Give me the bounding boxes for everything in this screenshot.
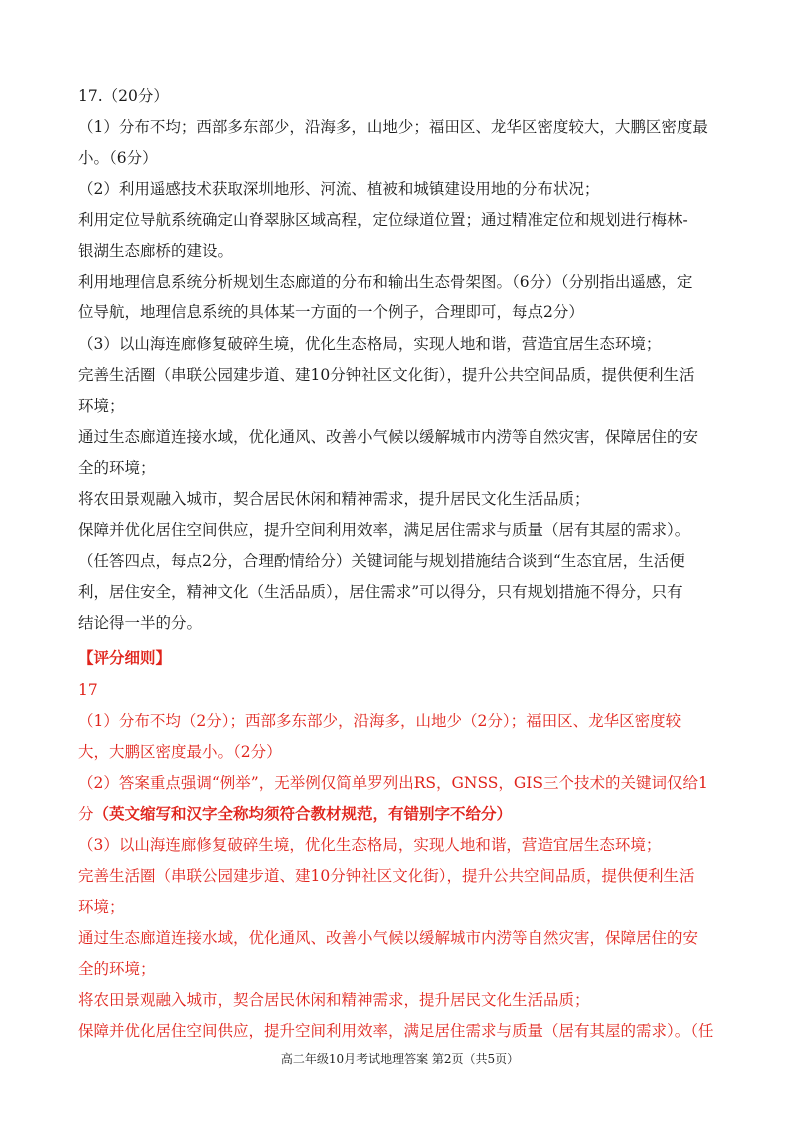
answer-part2-line: 利用定位导航系统确定山脊翠脉区域高程，定位绿道位置；通过精准定位和规划进行梅林- (78, 211, 688, 229)
answer-part3-line: 通过生态廊道连接水域，优化通风、改善小气候以缓解城市内涝等自然灾害，保障居住的安 (78, 428, 699, 446)
rubric-part3-line: 完善生活圈（串联公园建步道、建10分钟社区文化街），提升公共空间品质，提供便利生活 (78, 867, 695, 885)
rubric-part2-tail: 分 (78, 805, 94, 823)
rubric-number: 17 (78, 681, 98, 699)
answer-part2-line: 利用地理信息系统分析规划生态廊道的分布和输出生态骨架图。（6分）（分别指出遥感，定 (78, 273, 693, 291)
answer-part3-line: 将农田景观融入城市，契合居民休闲和精神需求，提升居民文化生活品质； (78, 490, 590, 508)
rubric-heading: 【评分细则】 (78, 648, 172, 667)
rubric-part1-line: 大，大鹏区密度最小。（2分） (78, 743, 282, 761)
rubric-part3-line: 环境； (78, 898, 125, 916)
answer-part3-line: 结论得一半的分。 (78, 614, 203, 632)
answer-part2-line: 银湖生态廊桥的建设。 (78, 242, 234, 260)
answer-part3-line: （任答四点，每点2分，合理酌情给分）关键词能与规划措施结合谈到“生态宜居，生活便 (78, 552, 685, 570)
answer-part3-line: 完善生活圈（串联公园建步道、建10分钟社区文化街），提升公共空间品质，提供便利生活 (78, 366, 695, 384)
rubric-part3-line: 通过生态廊道连接水域，优化通风、改善小气候以缓解城市内涝等自然灾害，保障居住的安 (78, 929, 699, 947)
rubric-part3-line: （3）以山海连廊修复破碎生境，优化生态格局，实现人地和谐，营造宜居生态环境； (78, 836, 662, 854)
page-footer: 高二年级10月考试地理答案 第2页（共5页） (280, 1052, 520, 1066)
answer-part1-line: （1）分布不均；西部多东部少，沿海多，山地少；福田区、龙华区密度较大，大鹏区密度最 (78, 118, 708, 136)
answer-part3-line: 利，居住安全，精神文化（生活品质），居住需求”可以得分，只有规划措施不得分，只有 (78, 583, 683, 601)
answer-part3-line: 保障并优化居住空间供应，提升空间利用效率，满足居住需求与质量（居有其屋的需求）。 (78, 521, 691, 539)
rubric-part3-line: 全的环境； (78, 960, 156, 978)
answer-part2-line: 位导航，地理信息系统的具体某一方面的一个例子，合理即可，每点2分） (78, 303, 584, 321)
rubric-part2-bold-note: （英文缩写和汉字全称均须符合教材规范，有错别字不给分） (93, 804, 513, 823)
rubric-part2-line (78, 804, 728, 824)
answer-part1-line: 小。（6分） (78, 149, 158, 167)
answer-part3-line: 环境； (78, 397, 125, 415)
answer-part2-line: （2）利用遥感技术获取深圳地形、河流、植被和城镇建设用地的分布状况； (78, 180, 600, 198)
rubric-part1-line: （1）分布不均（2分）；西部多东部少，沿海多，山地少（2分）；福田区、龙华区密度较 (78, 712, 682, 730)
question-heading: 17.（20分） (78, 87, 169, 105)
rubric-part3-line: 保障并优化居住空间供应，提升空间利用效率，满足居住需求与质量（居有其屋的需求）。（任 (78, 1022, 714, 1040)
rubric-part2-line: （2）答案重点强调“例举”，无举例仅简单罗列出RS，GNSS，GIS三个技术的关键词仅给1 (78, 774, 708, 792)
rubric-part3-line: 将农田景观融入城市，契合居民休闲和精神需求，提升居民文化生活品质； (78, 991, 590, 1009)
answer-part3-line: （3）以山海连廊修复破碎生境，优化生态格局，实现人地和谐，营造宜居生态环境； (78, 335, 662, 353)
answer-part3-line: 全的环境； (78, 459, 156, 477)
